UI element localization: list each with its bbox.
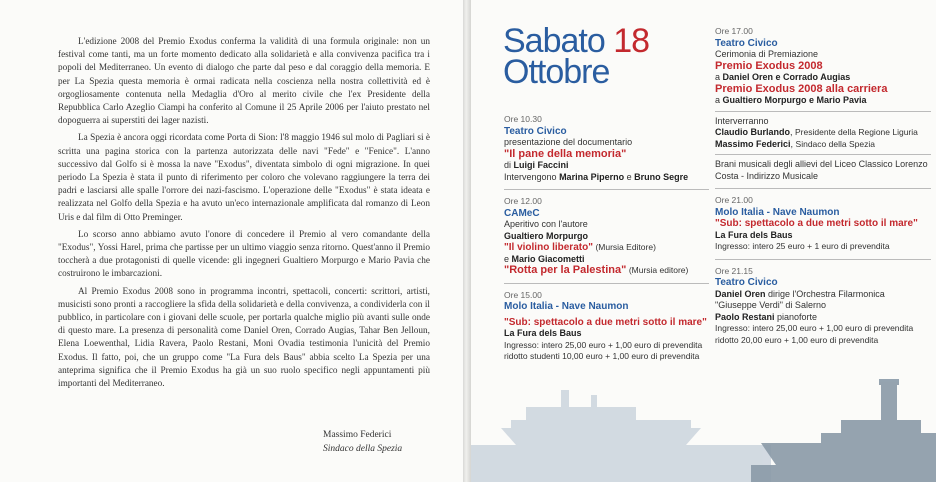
- divider: [715, 188, 931, 189]
- ticket-price: ridotto studenti 10,00 euro + 1,00 euro di prevendita: [504, 351, 700, 361]
- event-1700: Ore 17.00 Teatro Civico Cerimonia di Premiazione Premio Exodus 2008 a Daniel Oren e Corrado Augias Premio Exodus 2008 alla carriera a Gualtiero Morpurgo e Mario Pavia Interverranno Claudio Burlando, Presidente della Regione Liguria Massimo Federici, Sindaco della Spezia Brani musicali degli allievi del Liceo Classico Lorenzo Costa - Indirizzo Musicale: [715, 26, 931, 182]
- event-venue: Teatro Civico: [504, 125, 567, 137]
- harbor-ships-illustration: [471, 365, 936, 482]
- event-desc: Aperitivo con l'autore: [504, 219, 588, 229]
- left-page: [0, 0, 463, 482]
- by-prefix: di: [504, 160, 512, 170]
- award-winners: Gualtiero Morpurgo e Mario Pavia: [722, 95, 867, 105]
- divider: [504, 283, 709, 284]
- event-1500: [504, 290, 709, 363]
- signature-name: Massimo Federici: [323, 430, 392, 440]
- award-title: Premio Exodus 2008: [715, 59, 823, 72]
- speaker-name: Massimo Federici: [715, 138, 791, 149]
- publisher: (Mursia editore): [628, 265, 689, 275]
- letter-body: [58, 36, 430, 395]
- director-name: Luigi Faccini: [513, 160, 569, 170]
- letter-paragraph: L'edizione 2008 del Premio Exodus conferma la validità di una formula originale: non un festival come tanti, ma un forte momento dedicato alla solidarietà e alla convivenza pacifica tra i popoli del Mediterraneo. Un evento di dialogo che parte dal peso e dal coraggio della memoria. E per La Spezia questa memoria è ormai radicata nella coscienza nella nostra collettività ed è orgogliosamente contenuta nella Medaglia d'Oro al merito civile che l'ex Presidente della Repubblica Carlo Azeglio Ciampi ha conferito al Comune il 25 Aprile 2006 per l'aiuto prestato nel dopoguerra ai superstiti dei lager nazisti.: [58, 37, 430, 127]
- event-venue: Teatro Civico: [715, 37, 778, 49]
- speaker-role: Presidente della Regione Liguria: [795, 127, 918, 137]
- and-text: e: [504, 253, 510, 264]
- pianist-role: pianoforte: [777, 311, 818, 322]
- speaker-name: Claudio Burlando: [715, 127, 790, 137]
- speakers-label: Interverranno: [715, 115, 769, 126]
- event-title: "Il pane della memoria": [504, 147, 627, 160]
- award-title: Premio Exodus 2008 alla carriera: [715, 82, 888, 95]
- ticket-price: Ingresso: intero 25 euro + 1 euro di prevendita: [715, 241, 890, 251]
- date-day: Sabato: [503, 22, 605, 60]
- event-1200: [504, 196, 709, 277]
- speaker-role: Sindaco della Spezia: [795, 138, 875, 149]
- date-month: Ottobre: [503, 53, 610, 91]
- guest-name: Bruno Segre: [634, 171, 689, 182]
- signature: [323, 428, 402, 456]
- event-time: Ore 15.00: [504, 289, 542, 300]
- to-prefix: a: [715, 95, 721, 105]
- award-winners: Daniel Oren e Corrado Augias: [722, 72, 851, 82]
- ticket-price: Ingresso: intero 25,00 euro + 1,00 euro di prevendita: [715, 323, 914, 333]
- letter-paragraph: Lo scorso anno abbiamo avuto l'onore di concedere il Premio al vero comandante della "Exodus", Yossi Harel, prima che partisse per un ultimo viaggio senza ritorno. Quest'anno il Premio toccherà a due protagonisti di quelle vicende: gli ingegneri Gualtiero Morpurgo e Mario Pavia che costruirono le imbarcazioni.: [58, 229, 430, 280]
- event-2115: [715, 266, 931, 347]
- event-venue: Molo Italia - Nave Naumon: [715, 206, 840, 218]
- author-name: Gualtiero Morpurgo: [504, 230, 588, 241]
- orchestra-name: "Giuseppe Verdi" di Salerno: [715, 300, 826, 310]
- divider: [504, 189, 709, 190]
- publisher: (Mursia Editore): [595, 242, 656, 252]
- event-venue: Teatro Civico: [715, 277, 778, 288]
- guests-prefix: Intervengono: [504, 171, 557, 182]
- event-desc: Cerimonia di Premiazione: [715, 49, 819, 59]
- company-name: La Fura dels Baus: [715, 229, 793, 240]
- book-title: "Rotta per la Palestina": [504, 264, 627, 276]
- and-text: e: [626, 171, 632, 182]
- to-prefix: a: [715, 72, 721, 82]
- date-number: 18: [613, 22, 650, 60]
- event-1030: [504, 114, 709, 183]
- company-name: La Fura dels Baus: [504, 328, 582, 338]
- event-date: [503, 22, 650, 91]
- page-fold: [463, 0, 471, 482]
- signature-role: Sindaco della Spezia: [323, 444, 403, 454]
- conductor-name: Daniel Oren: [715, 288, 766, 299]
- divider: [715, 259, 931, 260]
- divider: [715, 111, 931, 112]
- event-title: "Sub: spettacolo a due metri sotto il mare": [504, 316, 707, 328]
- divider: [715, 154, 931, 155]
- event-desc: presentazione del documentario: [504, 137, 633, 147]
- music-note: Brani musicali degli allievi del Liceo Classico Lorenzo Costa - Indirizzo Musicale: [715, 159, 928, 181]
- event-time: Ore 12.00: [504, 196, 542, 206]
- event-time: Ore 17.00: [715, 26, 753, 36]
- ticket-price: ridotto 20,00 euro + 1,00 euro di prevendita: [715, 334, 879, 345]
- event-venue: CAMeC: [504, 207, 540, 219]
- guest-name: Marina Piperno: [559, 171, 625, 182]
- event-time: Ore 21.15: [715, 265, 753, 276]
- event-title: "Sub: spettacolo a due metri sotto il mare": [715, 218, 918, 229]
- author-name: Mario Giacometti: [511, 253, 585, 264]
- letter-paragraph: La Spezia è ancora oggi ricordata come Porta di Sion: l'8 maggio 1946 sul molo di Pagliari si è scritta una pagina storica con la partenza autorizzata delle navi "Fede" e "Fenice". L'anno successivo dal Golfo si è mossa la nave "Exodus", diventata simbolo di ogni migrazione. In quei periodo La Spezia è stata il punto di riferimento per coloro che volevano raggiungere la terra dei padri e lasciarsi alle spalle l'orrore dei nazi-fascismo. L'operazione delle "Exodus" è stata ideata e realizzata nel Golfo della Spezia e ha avuto un'eco internazionale amplificata dal romanzo di Leon Uris e dal film di Otto Preminger.: [58, 133, 430, 223]
- program-column-right: [715, 26, 931, 351]
- letter-paragraph: Al Premio Exodus 2008 sono in programma incontri, spettacoli, concerti: scrittori, artisti, musicisti sono pronti a raccogliere la sfida della solidarietà e della convivenza, a condividerla con il pubblico, in particolare con i giovani delle scuole, per portarla qualche miglio più avanti sulle onde di questo mare. La presenza di personalità come Daniel Oren, Corrado Augias, Tahar Ben Jelloun, Elena Loewenthal, Lidia Ravera, Paolo Restani, Moni Ovadia testimonia l'unicità del Premio Exodus. Il fatto, poi, che un gruppo come "La Fura dels Baus" abbia scelto La Spezia per una anteprima significa che il Premio Exodus ha già un suo ruolo specifico negli appuntamenti più importanti del Mediterraneo.: [58, 286, 430, 390]
- event-time: Ore 21.00: [715, 195, 753, 205]
- pianist-name: Paolo Restani: [715, 311, 775, 322]
- event-2100: [715, 195, 931, 253]
- program-column-left: [504, 114, 709, 368]
- ticket-price: Ingresso: intero 25,00 euro + 1,00 euro di prevendita: [504, 339, 703, 350]
- orchestra-label: dirige l'Orchestra Filarmonica: [768, 288, 885, 299]
- event-venue: Molo Italia - Nave Naumon: [504, 301, 629, 312]
- book-title: "Il violino liberato": [504, 242, 593, 253]
- event-time: Ore 10.30: [504, 114, 542, 124]
- right-page: [471, 0, 936, 482]
